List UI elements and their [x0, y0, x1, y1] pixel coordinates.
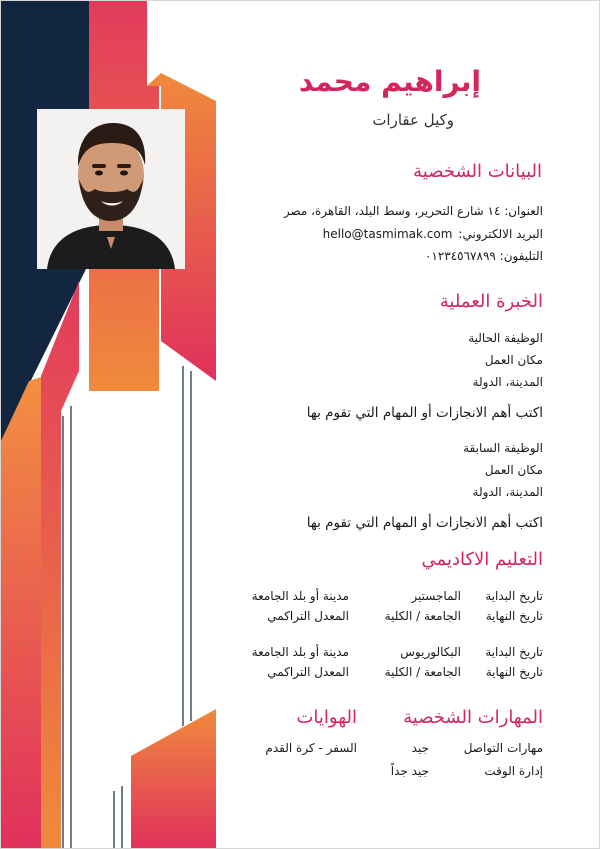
section-title-education: التعليم الاكاديمي — [421, 549, 543, 570]
edu-2-school: الجامعة / الكلية — [384, 665, 461, 679]
hobbies-text: السفر - كرة القدم — [265, 741, 357, 755]
section-title-experience: الخبرة العملية — [439, 291, 543, 312]
profile-photo — [37, 109, 185, 269]
email-line — [323, 227, 543, 241]
job-2-location: المدينة، الدولة — [472, 485, 543, 499]
phone-line: التليفون: ٠١٢٣٤٥٦٧٨٩٩ — [424, 249, 543, 263]
section-title-hobbies: الهوايات — [296, 707, 357, 728]
job-2-summary: اكتب أهم الانجازات أو المهام التي تقوم بها — [306, 515, 543, 531]
skill-1-level: جيد — [411, 741, 429, 755]
edu-1-city: مدينة أو بلد الجامعة — [251, 589, 349, 603]
email-label: البريد الالكتروني: — [458, 227, 543, 241]
candidate-name: إبراهيم محمد — [298, 65, 481, 98]
job-1-position: الوظيفة الحالية — [468, 331, 543, 345]
edu-1-end: تاريخ النهاية — [485, 609, 543, 623]
edu-2-end: تاريخ النهاية — [485, 665, 543, 679]
edu-1-start: تاريخ البداية — [485, 589, 543, 603]
job-1-workplace: مكان العمل — [484, 353, 543, 367]
edu-1-gpa: المعدل التراكمي — [267, 609, 349, 623]
edu-2-degree: البكالوريوس — [400, 645, 461, 659]
skill-2-name: إدارة الوقت — [484, 764, 543, 778]
job-1-summary: اكتب أهم الانجازات أو المهام التي تقوم بها — [306, 405, 543, 421]
edu-2-start: تاريخ البداية — [485, 645, 543, 659]
section-title-personal: البيانات الشخصية — [413, 161, 542, 182]
section-title-skills: المهارات الشخصية — [403, 707, 543, 728]
skill-1-name: مهارات التواصل — [463, 741, 543, 755]
edu-2-gpa: المعدل التراكمي — [267, 665, 349, 679]
job-2-workplace: مكان العمل — [484, 463, 543, 477]
address-line: العنوان: ١٤ شارع التحرير، وسط البلد، القاهرة، مصر — [283, 204, 543, 218]
job-2-position: الوظيفة السابقة — [463, 441, 543, 455]
edu-1-school: الجامعة / الكلية — [384, 609, 461, 623]
email-value: hello@tasmimak.com — [322, 227, 453, 241]
job-title: وكيل عقارات — [372, 111, 454, 129]
skill-2-level: جيد جداً — [390, 764, 429, 778]
edu-1-degree: الماجستير — [411, 589, 461, 603]
job-1-location: المدينة، الدولة — [472, 375, 543, 389]
edu-2-city: مدينة أو بلد الجامعة — [251, 645, 349, 659]
